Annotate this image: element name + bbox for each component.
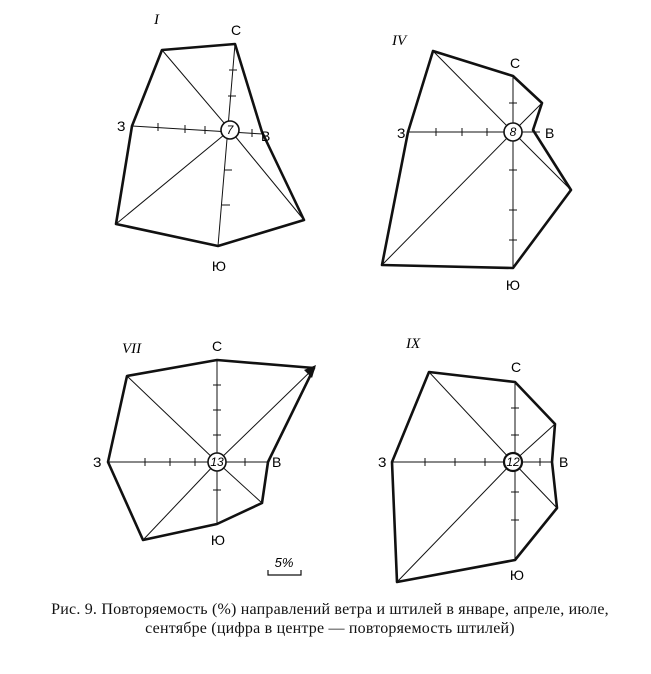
calm-value: 7: [226, 123, 234, 137]
direction-label-east: В: [545, 125, 555, 141]
direction-label-west: З: [378, 454, 387, 470]
wind-rose-polygon: [116, 44, 304, 246]
rose-rays: [116, 50, 304, 224]
rose-axes: [108, 360, 268, 524]
direction-label-north: С: [510, 359, 522, 375]
wind-rose-january: [116, 12, 304, 274]
wind-rose-april: [382, 33, 571, 293]
calm-value: 13: [210, 455, 224, 469]
wind-rose-july: [93, 338, 316, 548]
wind-rose-september: [378, 336, 568, 583]
figure-caption: Рис. 9. Повторяемость (%) направлений ветра и штилей в январе, апреле, июле, сентябре (цифра в центре — повторяемость штилей): [51, 601, 609, 637]
axis-ticks: [158, 70, 252, 205]
month-label-july: VII: [122, 341, 142, 357]
direction-label-east: В: [261, 128, 271, 144]
direction-label-north: С: [230, 22, 242, 38]
direction-label-west: З: [93, 454, 102, 470]
rose-rays: [397, 372, 557, 582]
direction-label-north: С: [509, 55, 521, 71]
direction-label-east: В: [272, 454, 282, 470]
direction-label-south: Ю: [211, 258, 227, 274]
rose-rays: [382, 51, 571, 265]
month-label-april: IV: [392, 33, 407, 49]
calm-value: 8: [509, 125, 517, 139]
wind-rose-polygon: [382, 51, 571, 268]
direction-label-west: З: [117, 118, 126, 134]
direction-label-south: Ю: [505, 277, 521, 293]
direction-label-south: Ю: [509, 567, 525, 583]
scale-bar: [268, 555, 301, 575]
rose-axes: [392, 382, 552, 560]
direction-label-north: С: [211, 338, 223, 354]
direction-label-west: З: [397, 125, 406, 141]
scale-bar-line: [268, 570, 301, 575]
scale-label: 5%: [274, 555, 294, 570]
month-label-september: IX: [406, 336, 421, 352]
wind-rose-polygon: [392, 372, 557, 582]
direction-label-south: Ю: [210, 532, 226, 548]
calm-value: 12: [506, 455, 520, 469]
month-label-january: I: [154, 12, 159, 28]
direction-label-east: В: [559, 454, 569, 470]
